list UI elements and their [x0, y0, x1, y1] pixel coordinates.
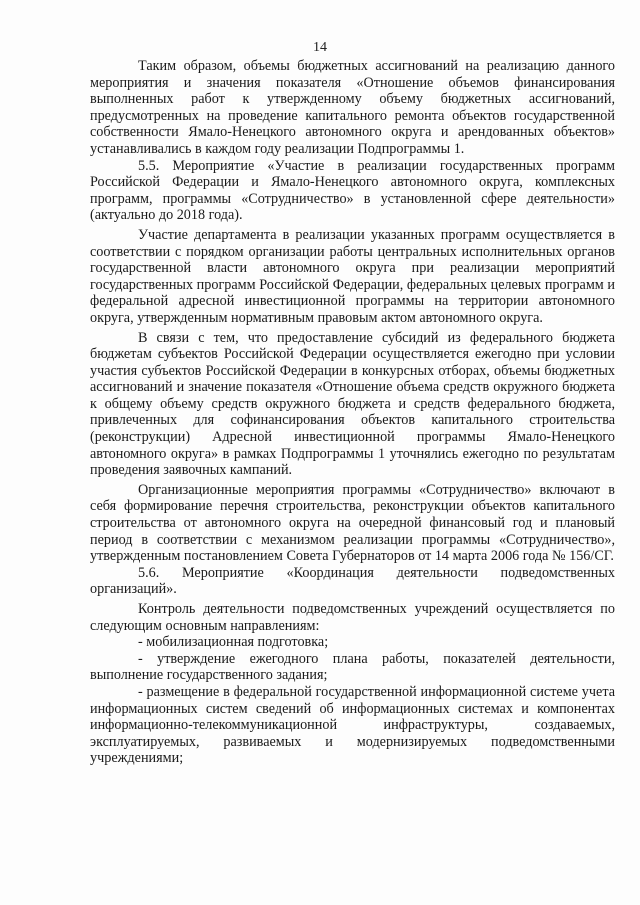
paragraph-control-intro: Контроль деятельности подведомственных учреждений осуществляется по следующим основным направлениям:: [90, 601, 615, 634]
list-item-mobilization: - мобилизационная подготовка;: [138, 634, 329, 651]
paragraph-department-participation: Участие департамента в реализации указанных программ осуществляется в соответствии с порядком организации работы центральных исполнительных органов государственной власти автономного округа при реализации мероприятий государственных программ Российской Федерации, федеральных целевых программ и федеральной адресной инвестиционной программы на территории автономного округа, утвержденным нормативным правовым актом автономного округа.: [90, 226, 615, 326]
paragraph-federal-subsidies: В связи с тем, что предоставление субсидий из федерального бюджета бюджетам субъектов Российской Федерации осуществляется ежегодно при условии участия субъектов Российской Федерации в конкурсных отборах, объемы бюджетных ассигнований и значение показателя «Отношение объема средств окружного бюджета к общему объему средств окружного бюджета и средств федерального бюджета, привлеченных для софинансирования объектов капитального строительства (реконструкции) Адресной инвестиционной программы Ямало-Ненецкого автономного округа» в рамках Подпрограммы 1 уточнялись ежегодно по результатам проведения заявочных кампаний.: [90, 329, 615, 479]
paragraph-section-5-5-heading: 5.5. Мероприятие «Участие в реализации государственных программ Российской Федерации и Ямало-Ненецкого автономного округа, комплексных программ, программы «Сотрудничество» в установленной сфере деятельности» (актуально до 2018 года).: [90, 157, 615, 224]
list-item-annual-plan: - утверждение ежегодного плана работы, показателей деятельности, выполнение государственного задания;: [90, 650, 615, 684]
page-number: 14: [313, 40, 327, 55]
document-body: [90, 58, 615, 767]
paragraph-cooperation-program: Организационные мероприятия программы «Сотрудничество» включают в себя формирование перечня строительства, реконструкции объектов капитального строительства от автономного округа на очередной финансовый год и плановый период в соответствии с механизмом реализации программы «Сотрудничество», утвержденным постановлением Совета Губернаторов от 14 марта 2006 года № 156/СГ.: [90, 481, 615, 565]
list-item-information-systems: - размещение в федеральной государственной информационной системе учета информационных систем сведений об информационных системах и компонентах информационно-телекоммуникационной инфраструктуры, создаваемых, эксплуатируемых, развиваемых и модернизируемых подведомственными учреждениями;: [90, 683, 615, 767]
paragraph-funding-summary: Таким образом, объемы бюджетных ассигнований на реализацию данного мероприятия и значения показателя «Отношение объемов финансирования выполненных работ к утвержденному объему бюджетных ассигнований, предусмотренных на проведение капитального ремонта объектов государственной собственности Ямало-Ненецкого автономного округа и арендованных объектов» устанавливались в каждом году реализации Подпрограммы 1.: [90, 58, 615, 157]
paragraph-section-5-6-heading: 5.6. Мероприятие «Координация деятельности подведомственных организаций».: [90, 564, 615, 598]
